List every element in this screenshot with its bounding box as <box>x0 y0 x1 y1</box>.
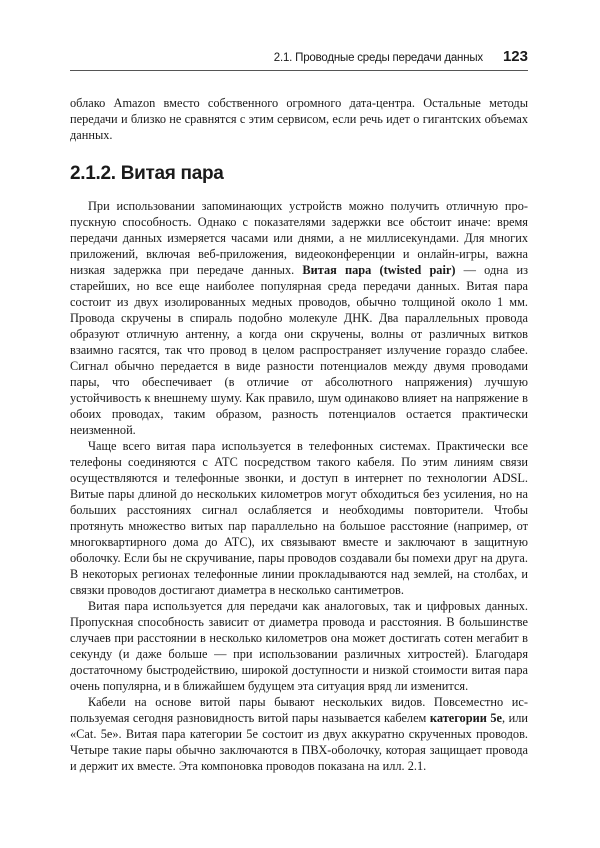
paragraph-analog-digital: Витая пара используется для передачи как аналоговых, так и цифровых данных. Пропускная способность зависит от диаметра провода и расстояния. В большинстве случаев при расстоянии в несколько километров она может достигать сотен мегабит в секунду (и даже больше — при использовании различных хитростей). Благодаря достаточному быстродействию, широкой доступности и низкой стоимости витая пара очень популярна, и в ближайшем будущем эта ситуация вряд ли изменится. <box>70 599 528 693</box>
term-category-5e: категории 5е <box>429 711 502 725</box>
page-body <box>70 95 528 774</box>
paragraph-telephone-systems: Чаще всего витая пара используется в телефонных системах. Практически все телефоны соединяются с АТС посредством такого кабеля. По этим линиям связи осуществляются и телефонные звонки, и доступ в интернет по технологии ADSL. Витые пары длиной до нескольких километров могут обходиться без усиления, но на больших расстояниях сигнал ослабляется и необходимы повторители. Чтобы протянуть множество витых пар параллельно на большое расстояние (например, от многоквартирного дома до АТС), их связывают вместе и заключают в защитную оболочку. Если бы не скручивание, пары проводов создавали бы помехи друг на друга. В некоторых регионах телефонные линии прокладываются над землей, на столбах, и связки проводов достигают диаметра в несколько сантиметров. <box>70 439 528 597</box>
section-heading: 2.1.2. Витая пара <box>70 163 224 184</box>
paragraph-text: — одна из старейших, но все еще наиболее популярная среда передачи данных. Витая пара состоит из двух изолированных медных проводов, обычно толщиной около 1 мм. Провода скручены в спираль подобно молекуле ДНК. Два параллельных провода образуют отличную антенну, а когда они скручены, волны от различных витков взаимно гасятся, так что провод в целом распространяет излучение гораздо слабее. Сигнал обычно передается в виде разности потенциалов между двумя проводами пары, что обеспечивает (в отличие от абсолютного напряжения) лучшую устойчивость к внешнему шуму. Как правило, шум одинаково влияет на напряжение в обоих проводах, таким образом, разность потенциалов остается практически неизменной. <box>70 263 528 437</box>
page-number: 123 <box>502 48 528 65</box>
running-header-section-title: 2.1. Проводные среды передачи данных <box>273 52 483 64</box>
running-header <box>70 48 528 65</box>
paragraph-text: Кабели на основе витой пары бывают нескольких видов. Повсеместно используемая сегодня разновидность витой пары называется кабелем <box>70 695 528 725</box>
paragraph-cable-categories <box>70 694 528 774</box>
term-twisted-pair: Витая пара (twisted pair) <box>302 263 456 277</box>
header-divider <box>70 70 528 71</box>
paragraph-text: , или «Cat. 5e». Витая пара категории 5е состоит из двух аккуратно скрученных проводов. Четыре такие пары обычно заключаются в ПВХ-оболочку, которая защищает провода и держит их вместе. Эта компоновка проводов показана на илл. 2.1. <box>70 711 528 773</box>
intro-paragraph: облако Amazon вместо собственного огромного дата-центра. Остальные методы передачи и близко не сравнятся с этим сервисом, если речь идет о гигантских объемах данных. <box>70 96 528 142</box>
paragraph-text: При использовании запоминающих устройств можно получить отличную пропускную способность. Однако с показателями задержки все обстоит иначе: время передачи данных измеряется часами или днями, а не миллисекундами. Для многих приложений, включая веб-приложения, видеоконференции и онлайн-игры, важна низкая задержка при передаче данных. <box>70 199 528 277</box>
paragraph-twisted-pair-intro <box>70 198 528 438</box>
